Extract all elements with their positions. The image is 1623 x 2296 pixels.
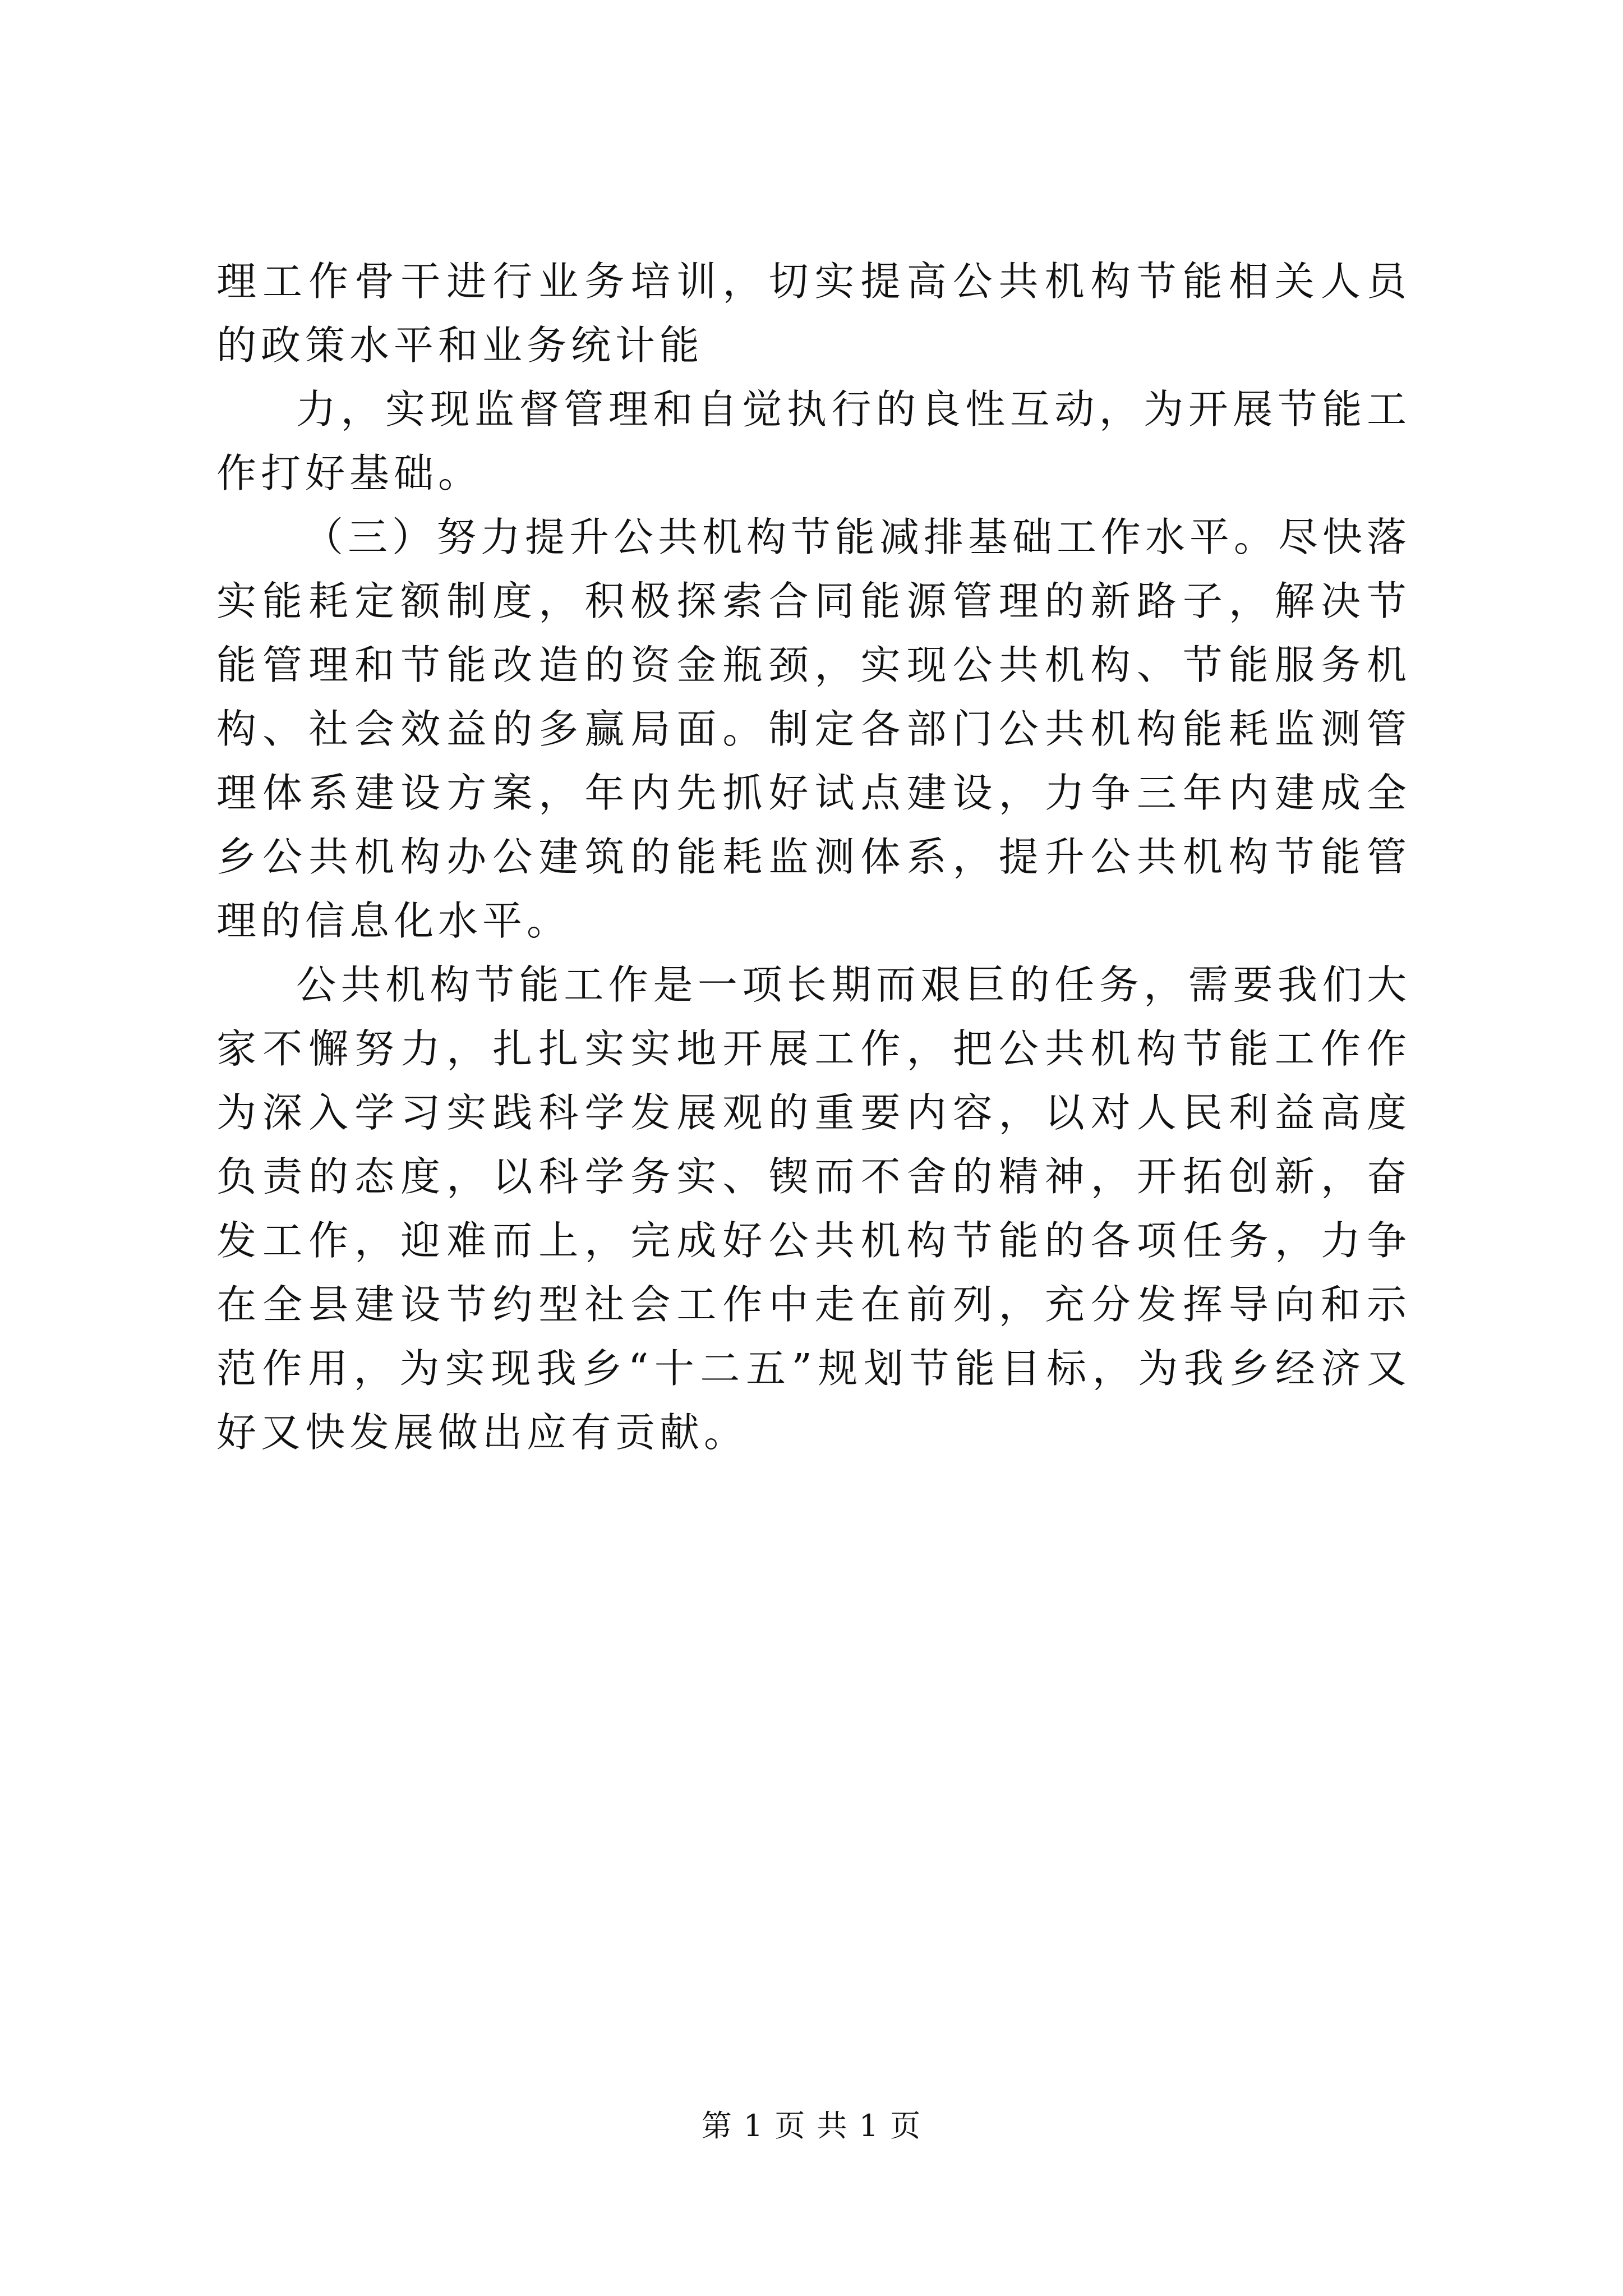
page-number-footer: 第 1 页 共 1 页 — [701, 2108, 922, 2143]
paragraph-section-three: （三）努力提升公共机构节能减排基础工作水平。尽快落实能耗定额制度，积极探索合同能源管理的新路子，解决节能管理和节能改造的资金瓶颈，实现公共机构、节能服务机构、社会效益的多赢局面。制定各部门公共机构能耗监测管理体系建设方案，年内先抓好试点建设，力争三年内建成全乡公共机构办公建筑的能耗监测体系，提升公共机构节能管理的信息化水平。 — [216, 514, 1412, 944]
document-body — [216, 250, 1411, 1465]
paragraph-ability: 力，实现监督管理和自觉执行的良性互动，为开展节能工作打好基础。 — [216, 386, 1411, 496]
paragraph-conclusion: 公共机构节能工作是一项长期而艰巨的任务，需要我们大家不懈努力，扎扎实实地开展工作，把公共机构节能工作作为深入学习实践科学发展观的重要内容，以对人民利益高度负责的态度，以科学务实、锲而不舍的精神，开拓创新，奋发工作，迎难而上，完成好公共机构节能的各项任务，力争在全县建设节约型社会工作中走在前列，充分发挥导向和示范作用，为实现我乡“十二五”规划节能目标，为我乡经济又好又快发展做出应有贡献。 — [216, 961, 1411, 1456]
paragraph-continuation: 理工作骨干进行业务培训，切实提高公共机构节能相关人员的政策水平和业务统计能 — [216, 258, 1411, 369]
